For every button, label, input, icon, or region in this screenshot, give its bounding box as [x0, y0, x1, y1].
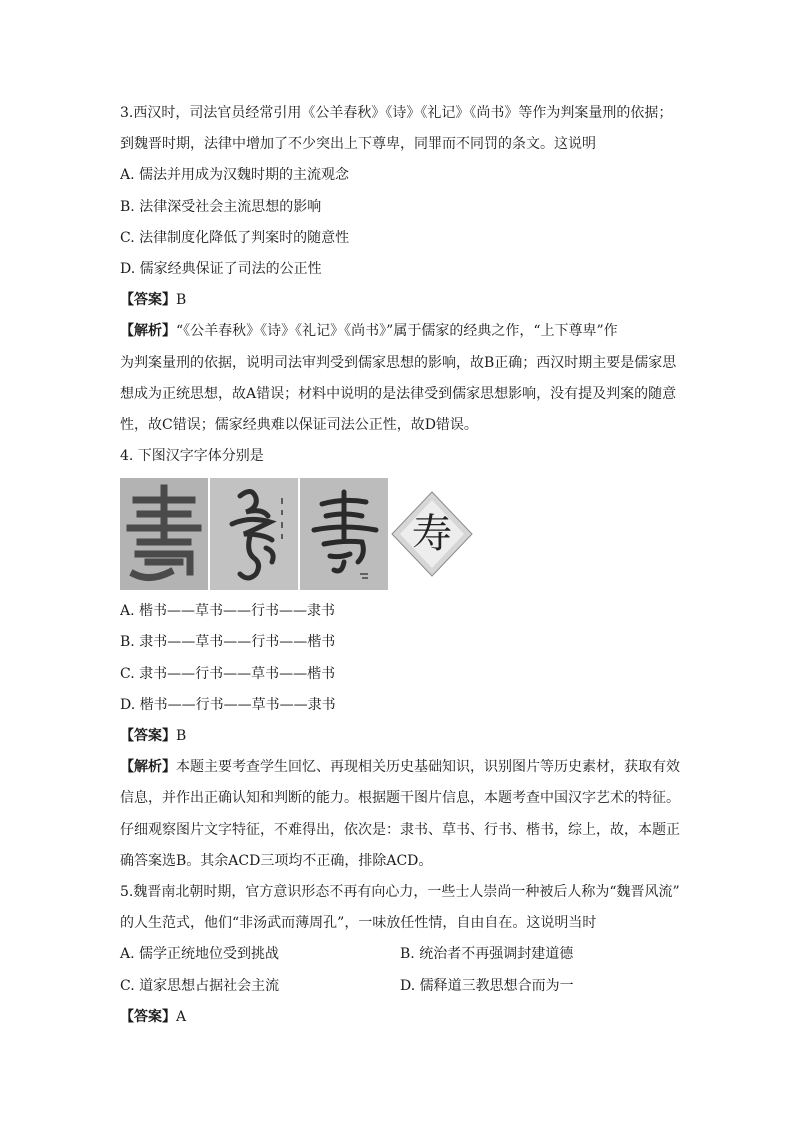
- analysis-line: 确答案选B。其余ACD三项均不正确，排除ACD。: [120, 852, 433, 869]
- analysis-line: 仔细观察图片文字特征，不难得出，依次是：隶书、草书、行书、楷书，综上，故，本题正: [120, 821, 680, 838]
- analysis-line: 为判案量刑的依据，说明司法审判受到儒家思想的影响，故B正确；西汉时期主要是儒家思: [120, 354, 677, 371]
- option-b: B. 法律深受社会主流思想的影响: [120, 198, 322, 215]
- question-5: [120, 877, 680, 1033]
- calligraphy-image-1: [120, 478, 208, 590]
- question-stem-line: 5.魏晋南北朝时期，官方意识形态不再有向心力，一些士人崇尚一种被后人称为“魏晋风流”: [120, 883, 680, 900]
- answer-line: [120, 285, 680, 316]
- question-stem-line: 4. 下图汉字字体分别是: [120, 448, 264, 465]
- option-b: B. 统治者不再强调封建道德: [400, 946, 574, 963]
- analysis-line: [120, 316, 680, 347]
- analysis-label: 【解析】: [120, 323, 176, 340]
- option-a: A. 楷书——草书——行书——隶书: [120, 603, 336, 620]
- diamond-character: 寿: [412, 511, 452, 558]
- analysis-line: 想成为正统思想，故A错误；材料中说明的是法律受到儒家思想影响，没有提及判案的随意: [120, 385, 677, 402]
- answer-value: B: [176, 292, 187, 309]
- answer-label: 【答案】: [120, 292, 176, 309]
- option-b: B. 隶书——草书——行书——楷书: [120, 634, 336, 651]
- question-4: [120, 441, 680, 877]
- answer-value: B: [176, 728, 187, 744]
- options-row: [120, 939, 680, 970]
- option-d: D. 儒释道三教思想合而为一: [400, 977, 574, 994]
- option-c: C. 隶书——行书——草书——楷书: [120, 665, 336, 682]
- option-c: C. 法律制度化降低了判案时的随意性: [120, 229, 350, 246]
- answer-line: [120, 721, 680, 752]
- option-d: D. 楷书——行书——草书——隶书: [120, 696, 336, 713]
- analysis-label: 【解析】: [120, 759, 176, 776]
- answer-label: 【答案】: [120, 728, 176, 744]
- analysis-text: 本题主要考查学生回忆、再现相关历史基础知识，识别图片等历史素材，获取有效: [176, 759, 680, 776]
- answer-value: A: [176, 1008, 187, 1025]
- calligraphy-figure: [120, 478, 680, 590]
- option-a: A. 儒法并用成为汉魏时期的主流观念: [120, 167, 350, 184]
- options-row: [120, 971, 680, 1002]
- calligraphy-image-3: [300, 478, 388, 590]
- calligraphy-image-4: [390, 478, 474, 590]
- analysis-line: 信息，并作出正确认知和判断的能力。根据题干图片信息，本题考查中国汉字艺术的特征。: [120, 790, 680, 807]
- analysis-line: 性，故C错误；儒家经典难以保证司法公正性，故D错误。: [120, 416, 478, 433]
- question-stem-line: 到魏晋时期，法律中增加了不少突出上下尊卑，同罪而不同罚的条文。这说明: [120, 136, 596, 153]
- document-page: [120, 98, 680, 1033]
- option-d: D. 儒家经典保证了司法的公正性: [120, 260, 322, 277]
- calligraphy-image-2: [210, 478, 298, 590]
- question-3: [120, 98, 680, 441]
- option-c: C. 道家思想占据社会主流: [120, 977, 280, 994]
- option-a: A. 儒学正统地位受到挑战: [120, 946, 280, 963]
- question-stem-line: 的人生范式，他们“非汤武而薄周孔”，一味放任性情，自由自在。这说明当时: [120, 915, 597, 932]
- answer-label: 【答案】: [120, 1008, 176, 1025]
- question-stem-line: 3.西汉时，司法官员经常引用《公羊春秋》《诗》《礼记》《尚书》等作为判案量刑的依据；: [120, 105, 673, 121]
- answer-line: [120, 1002, 680, 1033]
- analysis-text: “《公羊春秋》《诗》《礼记》《尚书》”属于儒家的经典之作，“上下尊卑”作: [176, 323, 618, 340]
- analysis-line: [120, 752, 680, 783]
